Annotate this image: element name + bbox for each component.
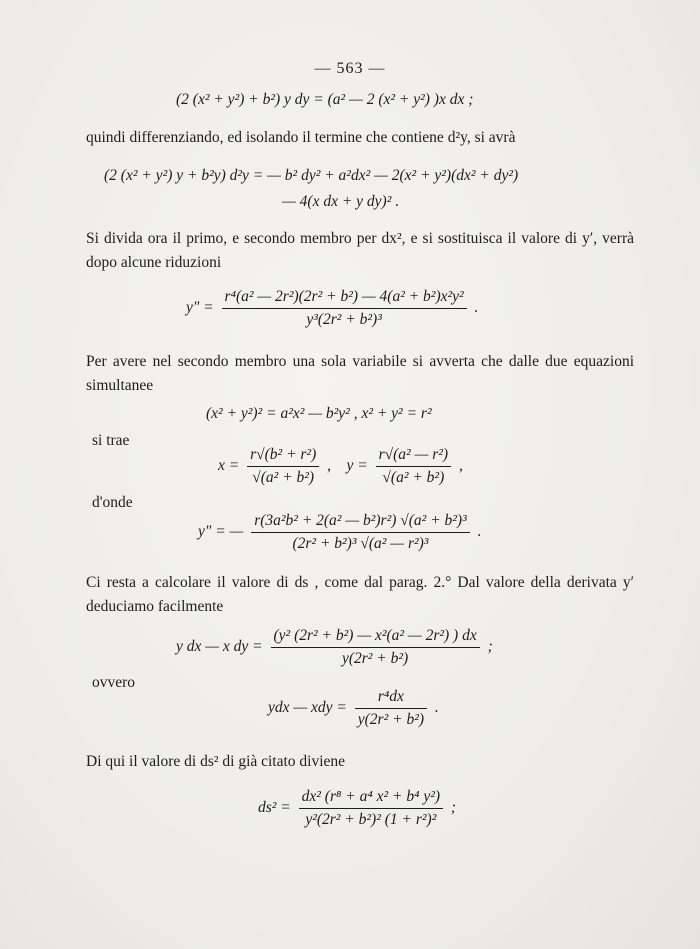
equation-3-denominator: y³(2r² + b²)³ [306, 311, 382, 328]
equation-8 [268, 688, 439, 729]
equation-5-y-lhs: y = [346, 457, 368, 475]
paragraph-2: Si divida ora il primo, e secondo membro per dx², e si sostituisca il valore di y′, verrà dopo alcune riduzioni [86, 230, 634, 271]
equation-2-line-2: — 4(x dx + y dy)² . [282, 193, 400, 210]
equation-6 [198, 512, 482, 553]
equation-4: (x² + y²)² = a²x² — b²y² , x² + y² = r² [206, 405, 432, 422]
equation-5-x-denominator: √(a² + b²) [252, 469, 315, 486]
equation-3-lhs: y″ = [186, 299, 214, 317]
equation-3-fraction [222, 288, 467, 329]
label-ovvero: ovvero [92, 674, 136, 691]
equation-6-fraction [251, 512, 470, 553]
equation-7 [176, 627, 493, 668]
equation-8-lhs: ydx — xdy = [268, 699, 347, 717]
equation-8-fraction [355, 688, 427, 729]
equation-7-fraction [271, 627, 480, 668]
page-number: — 563 — [314, 60, 386, 77]
equation-7-lhs: y dx — x dy = [176, 638, 263, 656]
equation-3-end: . [474, 299, 479, 317]
equation-8-denominator: y(2r² + b²) [357, 711, 425, 728]
paragraph-5: Di qui il valore di ds² di già citato diviene [86, 753, 346, 770]
equation-5 [218, 446, 463, 487]
label-si-trae: si trae [92, 432, 130, 449]
equation-3 [186, 288, 478, 329]
equation-9-end: ; [450, 799, 457, 817]
equation-6-denominator: (2r² + b²)³ √(a² — r²)³ [292, 535, 429, 552]
equation-5-y-fraction [376, 446, 451, 487]
paragraph-3: Per avere nel secondo membro una sola variabile si avverta che dalle due equazioni simultanee [86, 353, 634, 394]
equation-7-numerator: (y² (2r² + b²) — x²(a² — 2r²) ) dx [271, 627, 480, 648]
equation-5-y-denominator: √(a² + b²) [382, 469, 445, 486]
equation-5-x-numerator: r√(b² + r²) [247, 446, 319, 467]
equation-9-numerator: dx² (r⁸ + a⁴ x² + b⁴ y²) [299, 788, 443, 809]
equation-5-end: , [458, 457, 463, 475]
label-donde: d'onde [92, 494, 133, 511]
equation-2-line-1: (2 (x² + y²) y + b²y) d²y = — b² dy² + a²dx² — 2(x² + y²)(dx² + dy²) [104, 167, 519, 184]
equation-1: (2 (x² + y²) + b²) y dy = (a² — 2 (x² + y²) )x dx ; [176, 91, 474, 108]
equation-9-fraction [299, 788, 443, 829]
equation-9-lhs: ds² = [258, 799, 291, 817]
equation-7-end: ; [487, 638, 493, 656]
equation-5-x-lhs: x = [218, 457, 240, 475]
equation-3-numerator: r⁴(a² — 2r²)(2r² + b²) — 4(a² + b²)x²y² [222, 288, 467, 309]
equation-8-numerator: r⁴dx [355, 688, 427, 709]
paragraph-4: Ci resta a calcolare il valore di ds , come dal parag. 2.° Dal valore della derivata y′ deduciamo facilmente [86, 574, 634, 615]
paragraph-1: quindi differenziando, ed isolando il termine che contiene d²y, si avrà [86, 129, 516, 146]
equation-7-denominator: y(2r² + b²) [341, 650, 409, 667]
equation-6-end: . [477, 523, 482, 541]
equation-6-numerator: r(3a²b² + 2(a² — b²)r²) √(a² + b²)³ [251, 512, 470, 533]
equation-9 [258, 788, 456, 829]
equation-8-end: . [434, 699, 439, 717]
equation-5-y-numerator: r√(a² — r²) [376, 446, 451, 467]
equation-5-x-fraction [247, 446, 319, 487]
equation-9-denominator: y²(2r² + b²)² (1 + r²)² [305, 811, 437, 828]
equation-6-lhs: y″ = — [198, 523, 244, 541]
equation-5-separator: , [327, 457, 331, 475]
